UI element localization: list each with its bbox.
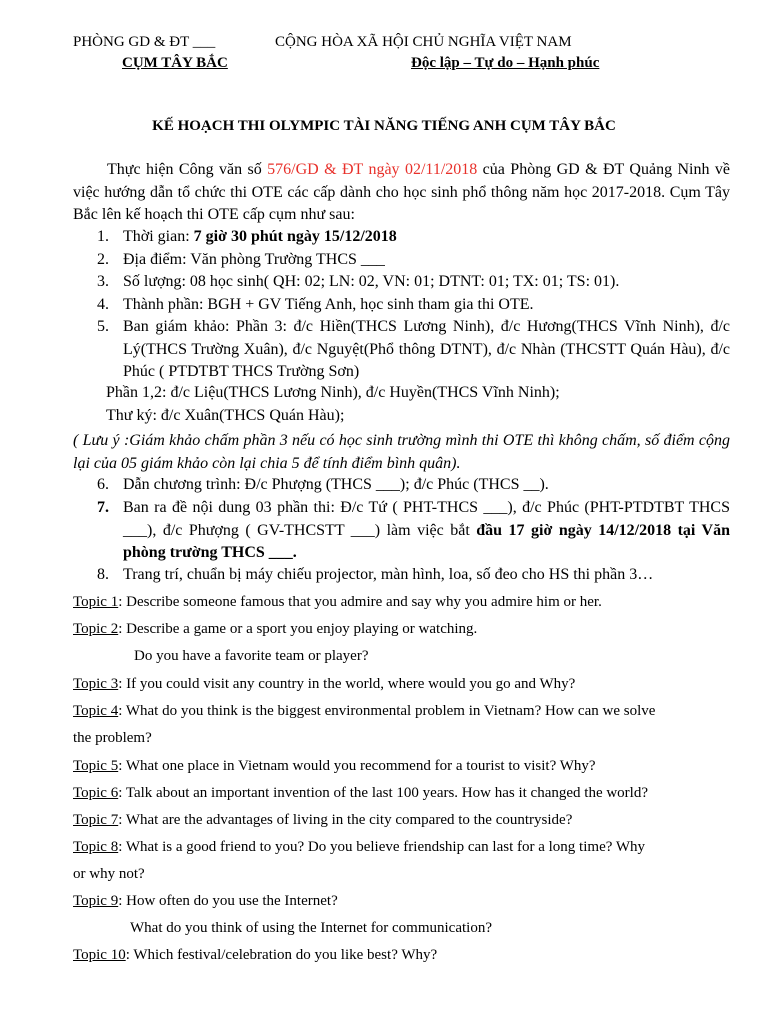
topic-line	[73, 780, 733, 807]
page-title: KẾ HOẠCH THI OLYMPIC TÀI NĂNG TIẾNG ANH CỤM TÂY BẮC	[152, 118, 616, 134]
secretary-line: Thư ký: đ/c Xuân(THCS Quán Hàu);	[106, 407, 345, 424]
topic-line	[73, 725, 733, 752]
item-label: Thời gian:	[123, 228, 194, 245]
item-text: Trang trí, chuẩn bị máy chiếu projector, màn hình, loa, số đeo cho HS thi phần 3…	[123, 566, 654, 583]
topic-line	[73, 753, 733, 780]
header-cluster-text: CỤM TÂY BẮC	[122, 55, 228, 71]
topic-text: or why not?	[73, 866, 145, 882]
topic-text: What is a good friend to you? Do you believe friendship can last for a long time? Why	[122, 839, 646, 855]
topic-text: What do you think of using the Internet for communication?	[130, 920, 492, 936]
item-number: 6.	[97, 476, 109, 493]
topic-label: Topic 8	[73, 839, 119, 855]
item-text: Dẫn chương trình: Đ/c Phượng (THCS ___); đ/c Phúc (THCS __).	[123, 476, 549, 493]
topic-label: Topic 10	[73, 947, 126, 963]
item-text: Thành phần: BGH + GV Tiếng Anh, học sinh tham gia thi OTE.	[123, 296, 534, 313]
topic-text: What do you think is the biggest environmental problem in Vietnam? How can we solve	[122, 703, 656, 719]
item-number: 8.	[97, 566, 109, 583]
judging-note: ( Lưu ý :Giám khảo chấm phần 3 nếu có học sinh trường mình thi OTE thì không chấm, số điểm cộng lại của 05 giám khảo còn lại chia 5 để tính điểm bình quân).	[73, 432, 730, 472]
topic-separator: :	[118, 893, 123, 909]
topic-label: Topic 7	[73, 812, 119, 828]
topic-line	[73, 698, 733, 725]
topic-separator: :	[118, 676, 123, 692]
item-number: 5.	[97, 318, 109, 335]
intro-paragraph	[73, 159, 730, 227]
topic-text: Describe a game or a sport you enjoy playing or watching.	[122, 621, 478, 637]
topic-text: Do you have a favorite team or player?	[134, 648, 369, 664]
item-number: 1.	[97, 228, 109, 245]
header-nation: CỘNG HÒA XÃ HỘI CHỦ NGHĨA VIỆT NAM	[275, 34, 572, 50]
topic-text: Which festival/celebration do you like best? Why?	[129, 947, 438, 963]
topic-line	[73, 616, 733, 643]
intro-prefix: Thực hiện Công văn số	[107, 161, 268, 178]
topic-label: Topic 3	[73, 676, 119, 692]
item-number: 7.	[97, 499, 109, 516]
header-department: PHÒNG GD & ĐT ___	[73, 34, 216, 50]
topic-label: Topic 6	[73, 785, 119, 801]
topic-text: the problem?	[73, 730, 152, 746]
topic-line	[73, 861, 733, 888]
topic-line	[73, 807, 733, 834]
intro-suffix: của Phòng GD & ĐT Quảng Ninh về việc hướng dẫn tổ chức thi OTE các cấp dành cho học sinh phổ thông năm học 2017-2018. Cụm Tây Bắc lên kế hoạch thi OTE cấp cụm như sau:	[73, 161, 731, 223]
judges-part-1-2: Phần 1,2: đ/c Liệu(THCS Lương Ninh), đ/c Huyền(THCS Vĩnh Ninh);	[106, 384, 560, 401]
topic-separator: :	[118, 621, 123, 637]
topic-text: What one place in Vietnam would you recommend for a tourist to visit? Why?	[122, 758, 596, 774]
topic-separator: :	[118, 594, 123, 610]
item-number: 4.	[97, 296, 109, 313]
topic-text: Describe someone famous that you admire and say why you admire him or her.	[122, 594, 602, 610]
item-text: Ban giám khảo: Phần 3: đ/c Hiền(THCS Lương Ninh), đ/c Hương(THCS Vĩnh Ninh), đ/c Lý(THCS Trường Xuân), đ/c Nguyệt(Phổ thông DTNT), đ/c Nhàn (THCSTT Quán Hàu), đ/c Phúc ( PTDTBT THCS Trường Sơn)	[123, 318, 730, 380]
topic-label: Topic 2	[73, 621, 119, 637]
topic-separator: :	[118, 758, 123, 774]
topic-label: Topic 1	[73, 594, 119, 610]
topic-label: Topic 5	[73, 758, 119, 774]
topic-text: How often do you use the Internet?	[122, 893, 338, 909]
item-text: Địa điểm: Văn phòng Trường THCS ___	[123, 251, 385, 268]
item-text: Ban ra đề nội dung 03 phần thi: Đ/c Tứ ( PHT-THCS ___), đ/c Phúc (PHT-PTDTBT THCS ___), đ/c Phượng ( GV-THCSTT ___) làm việc bắt	[123, 499, 730, 539]
topic-text: If you could visit any country in the world, where would you go and Why?	[122, 676, 576, 692]
topic-line	[73, 589, 733, 616]
item-text: Số lượng: 08 học sinh( QH: 02; LN: 02, VN: 01; DTNT: 01; TX: 01; TS: 01).	[123, 273, 620, 290]
topic-text: Talk about an important invention of the last 100 years. How has it changed the world?	[122, 785, 649, 801]
topic-text: What are the advantages of living in the city compared to the countryside?	[122, 812, 573, 828]
topic-line	[134, 643, 768, 670]
header-motto	[411, 55, 599, 72]
topic-label: Topic 4	[73, 703, 119, 719]
topic-label: Topic 9	[73, 893, 119, 909]
item-time: 7 giờ 30 phút ngày 15/12/2018	[193, 228, 397, 245]
intro-document-reference: 576/GD & ĐT ngày 02/11/2018	[267, 161, 478, 178]
topic-line	[73, 671, 733, 698]
topic-line	[73, 888, 733, 915]
header-motto-text: Độc lập – Tự do – Hạnh phúc	[411, 55, 600, 71]
topic-separator: :	[118, 839, 123, 855]
topic-line	[73, 834, 733, 861]
topic-line	[73, 942, 733, 969]
header-cluster	[122, 55, 228, 72]
item-bold-text: đầu 17 giờ ngày 14/12/2018 tại Văn phòng trường THCS ___.	[123, 521, 731, 561]
item-number: 2.	[97, 251, 109, 268]
topic-separator: :	[125, 947, 130, 963]
topic-separator: :	[118, 703, 123, 719]
topic-separator: :	[118, 785, 123, 801]
item-number: 3.	[97, 273, 109, 290]
topic-separator: :	[118, 812, 123, 828]
topic-line	[130, 915, 768, 942]
